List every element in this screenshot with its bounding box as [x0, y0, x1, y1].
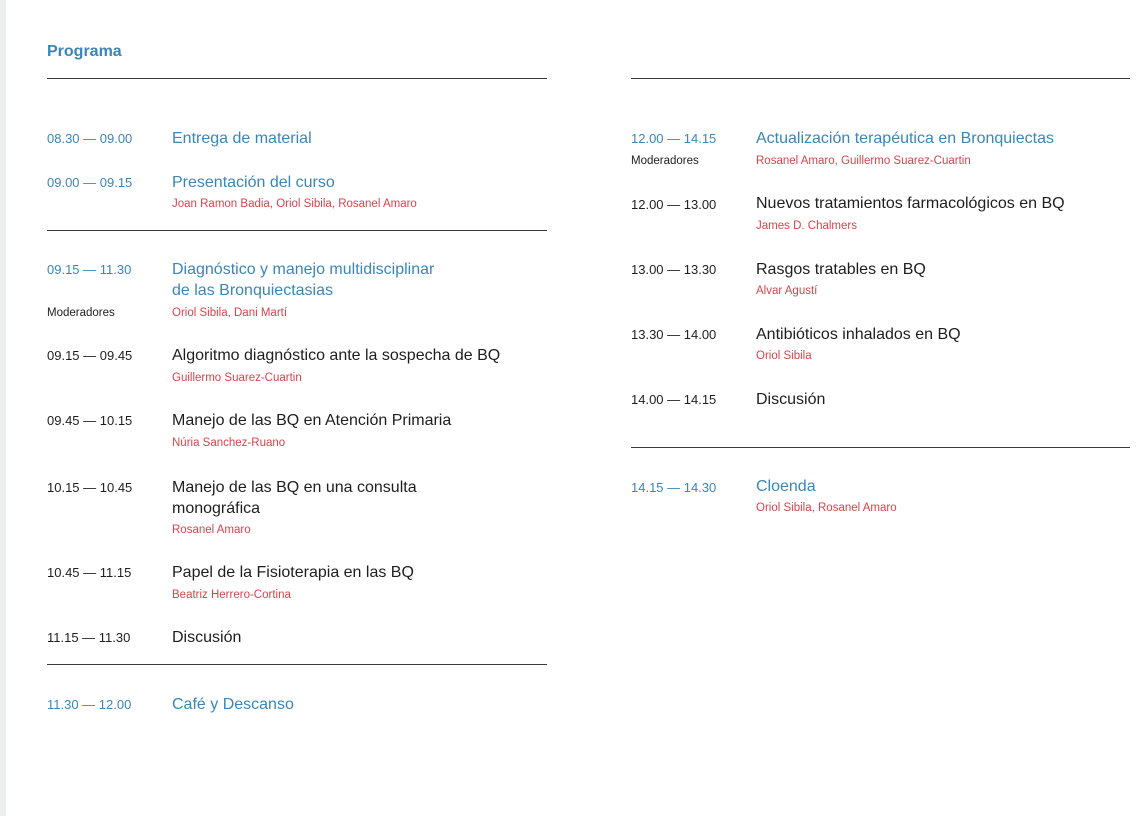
- session-title: Nuevos tratamientos farmacológicos en BQ: [756, 195, 1065, 212]
- session-title-line2: de las Bronquiectasias: [172, 282, 333, 299]
- divider-left-top: [47, 78, 547, 79]
- session-speakers: Rosanel Amaro: [172, 524, 251, 536]
- session-title: Cloenda: [756, 478, 816, 495]
- session-time: 13.30 — 14.00: [631, 327, 717, 342]
- page-edge: [0, 0, 6, 816]
- divider-left-1: [47, 230, 547, 231]
- session-moderators: Oriol Sibila, Dani Martí: [172, 307, 288, 319]
- session-time: 11.30 — 12.00: [47, 697, 132, 712]
- divider-left-2: [47, 664, 547, 665]
- session-title: Discusión: [756, 391, 826, 408]
- session-speakers: Oriol Sibila: [756, 350, 812, 362]
- session-time: 12.00 — 14.15: [631, 131, 717, 146]
- session-time: 13.00 — 13.30: [631, 262, 717, 277]
- divider-right-top: [631, 78, 1130, 79]
- session-title: Rasgos tratables en BQ: [756, 261, 926, 278]
- session-time: 09.45 — 10.15: [47, 413, 133, 428]
- session-title: Discusión: [172, 629, 242, 646]
- session-time: 10.45 — 11.15: [47, 565, 132, 580]
- session-title: Manejo de las BQ en Atención Primaria: [172, 412, 452, 429]
- session-title: Antibióticos inhalados en BQ: [756, 326, 961, 343]
- page-title: Programa: [47, 43, 122, 60]
- session-speakers: Joan Ramon Badia, Oriol Sibila, Rosanel Amaro: [172, 198, 417, 210]
- session-moderators: Rosanel Amaro, Guillermo Suarez-Cuartin: [756, 155, 971, 167]
- session-time: 10.15 — 10.45: [47, 480, 133, 495]
- session-speakers: James D. Chalmers: [756, 220, 857, 232]
- session-time: 11.15 — 11.30: [47, 630, 131, 645]
- session-title: Actualización terapéutica en Bronquiectas: [756, 130, 1054, 147]
- session-title-line1: Diagnóstico y manejo multidisciplinar: [172, 261, 435, 278]
- session-time: 08.30 — 09.00: [47, 131, 133, 146]
- session-speakers: Oriol Sibila, Rosanel Amaro: [756, 502, 897, 514]
- moderators-label: Moderadores: [631, 155, 699, 167]
- session-title-line2: monográfica: [172, 500, 261, 517]
- session-time: 12.00 — 13.00: [631, 197, 717, 212]
- session-time: 14.00 — 14.15: [631, 392, 717, 407]
- moderators-label: Moderadores: [47, 307, 115, 319]
- session-title: Presentación del curso: [172, 174, 335, 191]
- session-time: 09.15 — 09.45: [47, 348, 133, 363]
- session-time: 14.15 — 14.30: [631, 480, 717, 495]
- session-speakers: Beatriz Herrero-Cortina: [172, 589, 291, 601]
- session-speakers: Guillermo Suarez-Cuartin: [172, 372, 302, 384]
- session-speakers: Núria Sanchez-Ruano: [172, 437, 286, 449]
- session-title: Algoritmo diagnóstico ante la sospecha de BQ: [172, 347, 501, 364]
- session-title: Papel de la Fisioterapia en las BQ: [172, 564, 414, 581]
- session-time: 09.00 — 09.15: [47, 175, 133, 190]
- session-title-line1: Manejo de las BQ en una consulta: [172, 479, 417, 496]
- session-title: Café y Descanso: [172, 696, 294, 713]
- session-title: Entrega de material: [172, 130, 312, 147]
- session-speakers: Alvar Agustí: [756, 285, 818, 297]
- session-time: 09.15 — 11.30: [47, 262, 132, 277]
- divider-right-1: [631, 447, 1130, 448]
